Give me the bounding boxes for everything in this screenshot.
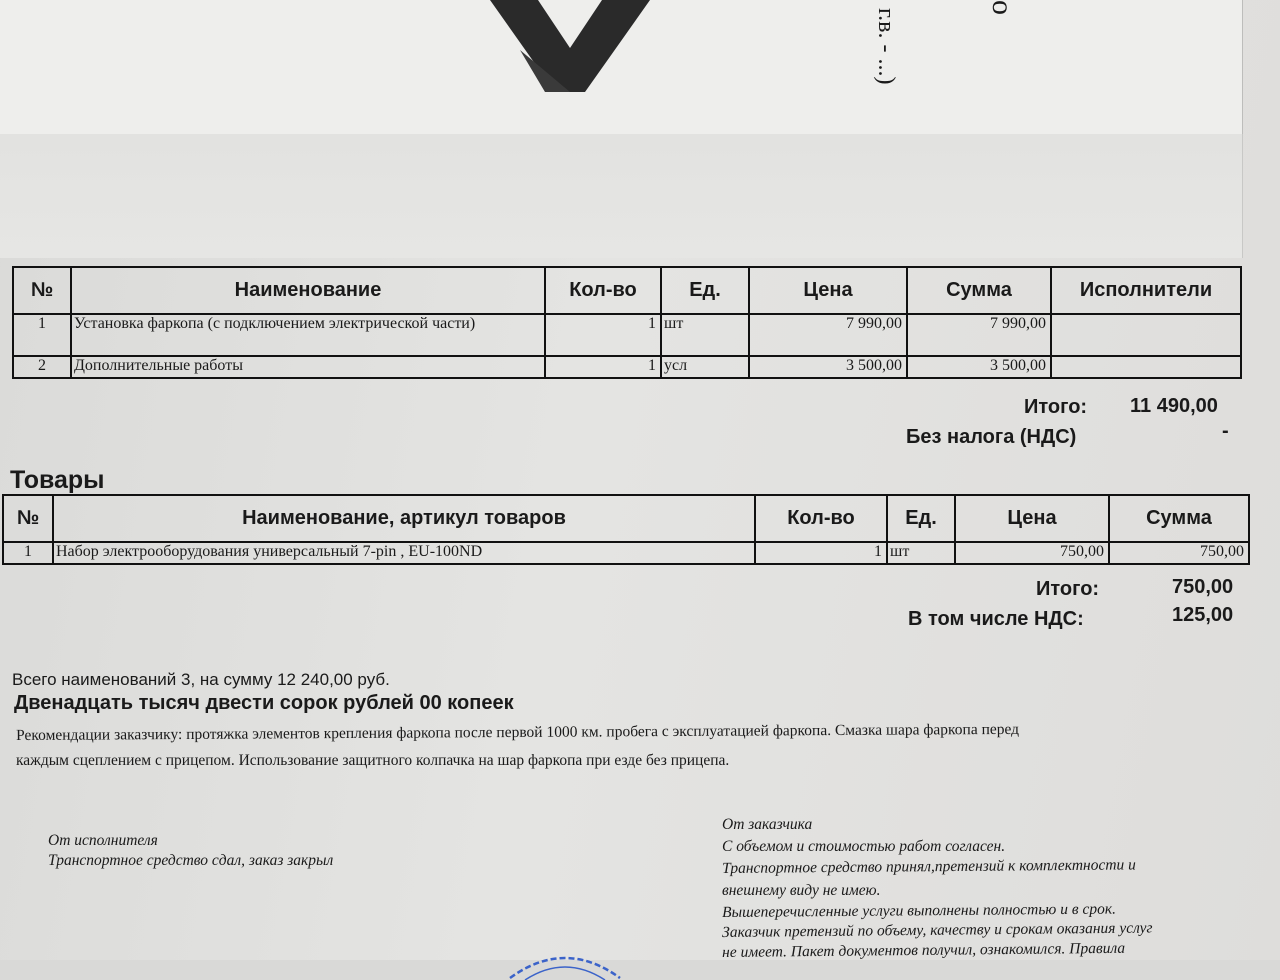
recommendations-line1: Рекомендации заказчику: протяжка элементов крепления фаркопа после первой 1000 км. пробега с эксплуатацией фаркопа. Смазка шара фаркопа перед <box>16 720 1020 744</box>
vat-label: В том числе НДС: <box>908 608 1084 630</box>
row-qty: 1 <box>545 356 661 378</box>
customer-title: От заказчика <box>722 816 813 833</box>
col-unit: Ед. <box>887 495 955 542</box>
row-unit: усл <box>661 356 749 378</box>
summary-count: Всего наименований 3, на сумму 12 240,00 руб. <box>12 670 390 689</box>
table-row <box>3 542 1249 564</box>
row-sum: 7 990,00 <box>907 314 1051 356</box>
rotated-header-letter: о <box>986 0 1019 15</box>
services-header-row <box>13 267 1241 314</box>
row-unit: шт <box>661 314 749 356</box>
services-total-value: 11 490,00 <box>1130 395 1218 417</box>
col-sum: Сумма <box>907 267 1051 314</box>
stamp-mark <box>505 940 625 980</box>
customer-line-2: С объемом и стоимостью работ согласен. <box>722 838 1006 855</box>
row-price: 7 990,00 <box>749 314 907 356</box>
tax-label: Без налога (НДС) <box>906 426 1077 448</box>
row-number: 1 <box>13 314 71 356</box>
rotated-header-text: г.в. - ...) <box>873 8 899 85</box>
recommendations-line2: каждым сцеплением с прицепом. Использование защитного колпачка на шар фаркопа при езде без прицепа. <box>16 752 730 769</box>
services-total-label: Итого: <box>1024 396 1088 418</box>
goods-table <box>2 494 1250 565</box>
tax-value: - <box>1222 420 1229 442</box>
row-performers <box>1051 356 1241 378</box>
col-sum: Сумма <box>1109 495 1249 542</box>
row-number: 1 <box>3 542 53 564</box>
customer-line-4: внешнему виду не имею. <box>722 882 881 899</box>
services-table <box>12 266 1242 379</box>
table-row <box>13 356 1241 378</box>
vat-value: 125,00 <box>1172 604 1234 626</box>
col-performers: Исполнители <box>1051 267 1241 314</box>
row-price: 3 500,00 <box>749 356 907 378</box>
col-qty: Кол-во <box>545 267 661 314</box>
customer-line-7: не имеет. Пакет документов получил, ознакомился. Правила <box>722 939 1126 961</box>
customer-line-3: Транспортное средство принял,претензий к комплектности и <box>722 856 1136 877</box>
executor-title: От исполнителя <box>48 832 158 849</box>
logo-mark <box>490 0 650 95</box>
row-name: Дополнительные работы <box>71 356 545 378</box>
table-row <box>13 314 1241 356</box>
executor-statement: Транспортное средство сдал, заказ закрыл <box>48 852 334 869</box>
col-name: Наименование, артикул товаров <box>53 495 755 542</box>
col-number: № <box>3 495 53 542</box>
goods-total-label: Итого: <box>1036 578 1100 600</box>
row-performers <box>1051 314 1241 356</box>
second-sheet-edge <box>0 134 1243 258</box>
col-price: Цена <box>955 495 1109 542</box>
col-number: № <box>13 267 71 314</box>
row-number: 2 <box>13 356 71 378</box>
col-unit: Ед. <box>661 267 749 314</box>
row-qty: 1 <box>545 314 661 356</box>
cover-sheet <box>0 0 1243 135</box>
goods-header-row <box>3 495 1249 542</box>
row-unit: шт <box>887 542 955 564</box>
customer-line-6: Заказчик претензий по объему, качеству и срокам оказания услуг <box>722 919 1153 941</box>
row-sum: 3 500,00 <box>907 356 1051 378</box>
row-price: 750,00 <box>955 542 1109 564</box>
summary-words: Двенадцать тысяч двести сорок рублей 00 копеек <box>14 692 514 714</box>
col-qty: Кол-во <box>755 495 887 542</box>
goods-title: Товары <box>10 466 105 494</box>
row-name: Набор электрооборудования универсальный 7-pin , EU-100ND <box>53 542 755 564</box>
row-name: Установка фаркопа (с подключением электрической части) <box>71 314 545 356</box>
col-name: Наименование <box>71 267 545 314</box>
goods-total-value: 750,00 <box>1172 576 1234 598</box>
row-sum: 750,00 <box>1109 542 1249 564</box>
customer-line-5: Вышеперечисленные услуги выполнены полностью и в срок. <box>722 900 1117 921</box>
col-price: Цена <box>749 267 907 314</box>
row-qty: 1 <box>755 542 887 564</box>
